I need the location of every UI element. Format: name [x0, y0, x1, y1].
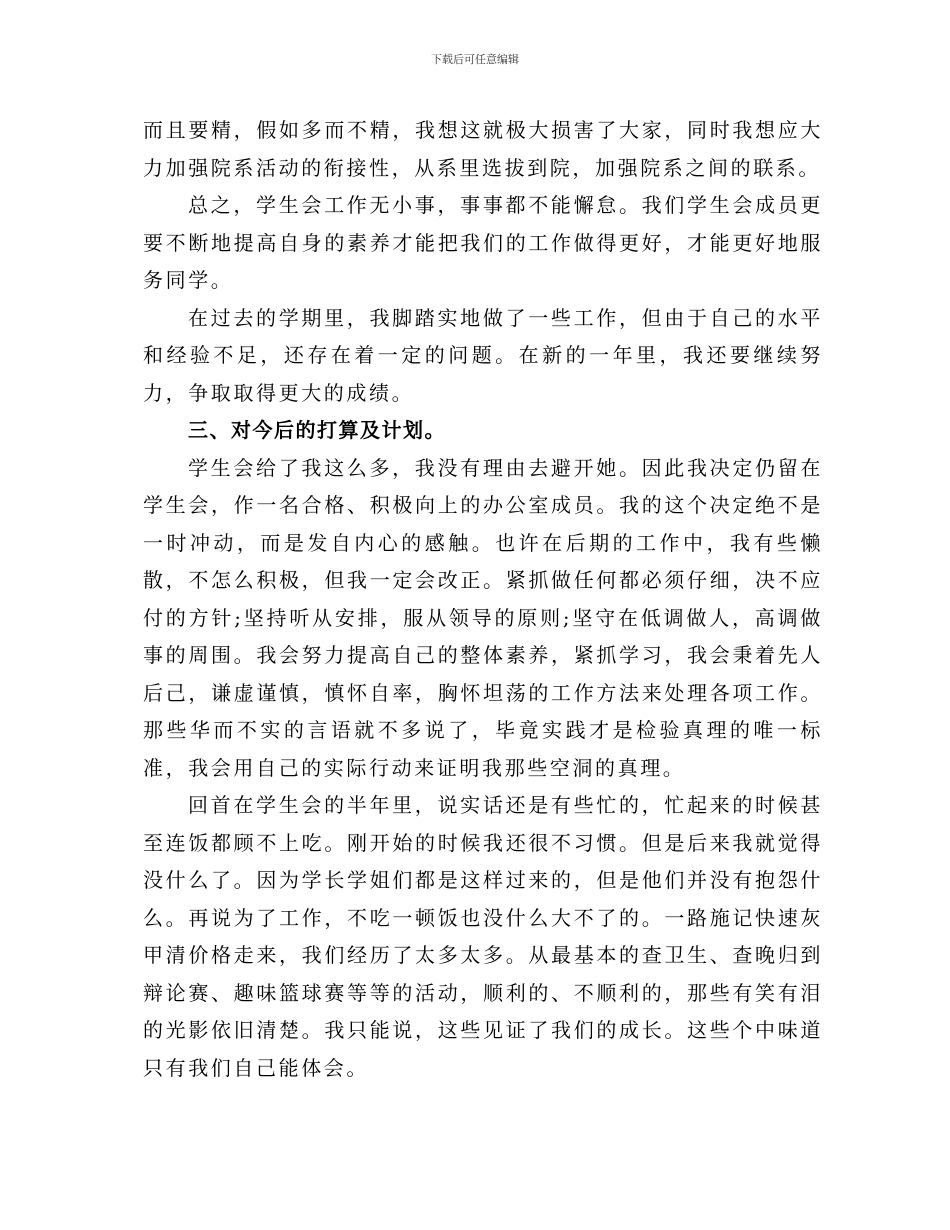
paragraph-past-semester: 在过去的学期里，我脚踏实地做了一些工作，但由于自己的水平和经验不足，还存在着一定的问题。在新的一年里，我还要继续努力，争取取得更大的成绩。: [143, 305, 823, 405]
paragraph-continuation: 而且要精，假如多而不精，我想这就极大损害了大家，同时我想应大力加强院系活动的衔接性，从系里选拔到院，加强院系之间的联系。: [143, 118, 823, 180]
page-header: 下载后可任意编辑: [431, 53, 519, 66]
paragraph-summary: 总之，学生会工作无小事，事事都不能懈怠。我们学生会成员更要不断地提高自身的素养才能把我们的工作做得更好，才能更好地服务同学。: [143, 193, 823, 292]
section-heading: 三、对今后的打算及计划。: [188, 418, 446, 442]
paragraph-plans: 学生会给了我这么多，我没有理由去避开她。因此我决定仍留在学生会，作一名合格、积极向上的办公室成员。我的这个决定绝不是一时冲动，而是发自内心的感触。也许在后期的工作中，我有些懒散，不怎么积极，但我一定会改正。紧抓做任何都必须仔细，决不应付的方针;坚持听从安排，服从领导的原则;坚守在低调做人，高调做事的周围。我会努力提高自己的整体素养，紧抓学习，我会秉着先人后己，谦虚谨慎，慎怀自率，胸怀坦荡的工作方法来处理各项工作。那些华而不实的言语就不多说了，毕竟实践才是检验真理的唯一标准，我会用自己的实际行动来证明我那些空洞的真理。: [143, 455, 823, 780]
paragraph-reflection: 回首在学生会的半年里，说实话还是有些忙的，忙起来的时候甚至连饭都顾不上吃。刚开始的时候我还很不习惯。但是后来我就觉得没什么了。因为学长学姐们都是这样过来的，但是他们并没有抱怨什么。再说为了工作，不吃一顿饭也没什么大不了的。一路施记快速灰甲清价格走来，我们经历了太多太多。从最基本的查卫生、查晚归到辩论赛、趣味篮球赛等等的活动，顺利的、不顺利的，那些有笑有泪的光影依旧清楚。我只能说，这些见证了我们的成长。这些个中味道只有我们自己能体会。: [143, 793, 823, 1080]
document-body: [143, 112, 823, 1087]
